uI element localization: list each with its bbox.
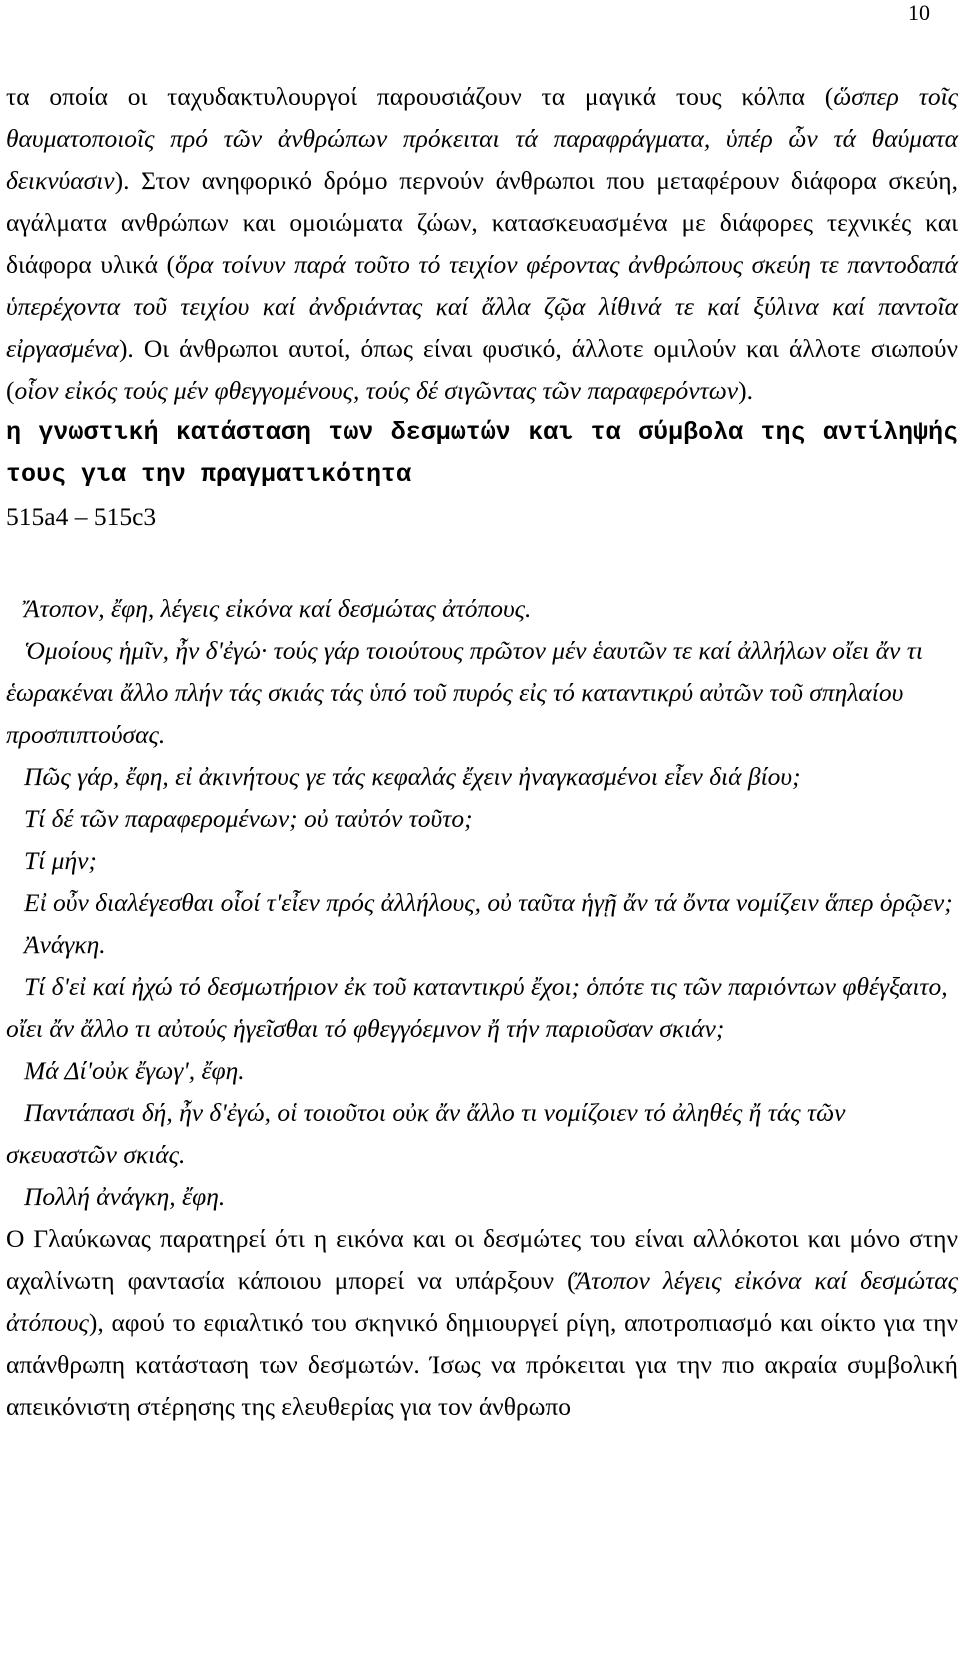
closing-paragraph <box>6 1218 958 1428</box>
dialogue-line: Εἰ οὖν διαλέγεσθαι οἷοί τ'εἶεν πρός ἀλλήλους, οὐ ταῦτα ἡγῇ ἄν τά ὄντα νομίζειν ἅπερ ὁρῷεν; <box>24 888 953 917</box>
section-heading: η γνωστική κατάσταση των δεσμωτών και τα σύμβολα της αντίληψής τους για την πραγματικότητα <box>6 418 958 489</box>
dialogue-line: Ἀνάγκη. <box>24 930 106 959</box>
dialogue-line: Τί δ'εἰ καί ἠχώ τό δεσμωτήριον ἐκ τοῦ καταντικρύ ἔχοι; ὁπότε τις τῶν παριόντων φθέγξαιτο, οἴει ἄν ἄλλο τι αὐτούς ἡγεῖσθαι τό φθεγγόεμνον ἤ τήν παριοῦσαν σκιάν; <box>6 972 948 1043</box>
text-run: τα οποία οι ταχυδακτυλουργοί παρουσιάζουν τα μαγικά τους κόλπα ( <box>6 82 834 111</box>
dialogue-line: Τί δέ τῶν παραφερομένων; οὐ ταὐτόν τοῦτο; <box>24 804 473 833</box>
dialogue-line: Τί μήν; <box>24 846 97 875</box>
dialogue-line: Πολλή ἀνάγκη, ἔφη. <box>24 1182 226 1211</box>
page-content <box>6 76 958 1428</box>
intro-paragraph <box>6 76 958 412</box>
greek-quote: Ἄτοπον λέγεις εἰκόνα καί δεσμώτας ἀτόπους <box>6 1266 958 1337</box>
dialogue-line: Παντάπασι δή, ἦν δ'ἐγώ, οἱ τοιοῦτοι οὐκ ἄν ἄλλο τι νομίζοιεν τό ἀληθές ἤ τάς τῶν σκευαστῶν σκιάς. <box>6 1098 846 1169</box>
text-run: ). Οι άνθρωποι αυτοί, όπως είναι φυσικό, άλλοτε ομιλούν και άλλοτε σιωπούν ( <box>6 334 958 405</box>
text-run: Ο Γλαύκωνας παρατηρεί ότι η εικόνα και οι δεσμώτες του είναι αλλόκοτοι και μόνο στην αχαλίνωτη φαντασία κάποιου μπορεί να υπάρξουν ( <box>6 1224 958 1295</box>
greek-quote: ὥσπερ τοῖς θαυματοποιοῖς πρό τῶν ἀνθρώπων πρόκειται τά παραφράγματα, ὑπέρ ὧν τά θαύματα δεικνύασιν <box>6 82 958 195</box>
text-run: ). Στον ανηφορικό δρόμο περνούν άνθρωποι που μεταφέρουν διάφορα σκεύη, αγάλματα ανθρώπων και ομοιώματα ζώων, κατασκευασμένα με διάφορες τεχνικές και διάφορα υλικά ( <box>6 166 958 279</box>
passage-reference: 515a4 – 515c3 <box>6 502 157 531</box>
text-run: ), αφού το εφιαλτικό του σκηνικό δημιουργεί ρίγη, αποτροπιασμό και οίκτο για την απάνθρωπη κατάσταση των δεσμωτών. Ίσως να πρόκειται για την πιο ακραία συμβολική απεικόνιστη στέρησης της ελευθερίας για τον άνθρωπο <box>6 1308 958 1421</box>
dialogue-line: Ὁμοίους ἡμῖν, ἦν δ'ἐγώ· τούς γάρ τοιούτους πρῶτον μέν ἑαυτῶν τε καί ἀλλήλων οἴει ἄν τι ἑωρακέναι ἄλλο πλήν τάς σκιάς τάς ὑπό τοῦ πυρός εἰς τό καταντικρύ αὐτῶν τοῦ σπηλαίου προσπιπτούσας. <box>6 636 923 749</box>
dialogue-block <box>6 588 958 1218</box>
page-number: 10 <box>908 0 930 25</box>
text-run: ). <box>738 376 753 405</box>
dialogue-line: Μά Δί'οὐκ ἔγωγ', ἔφη. <box>24 1056 245 1085</box>
greek-quote: οἷον εἰκός τούς μέν φθεγγομένους, τούς δέ σιγῶντας τῶν παραφερόντων <box>14 376 739 405</box>
dialogue-line: Ἄτοπον, ἔφη, λέγεις εἰκόνα καί δεσμώτας ἀτόπους. <box>24 594 532 623</box>
greek-quote: ὅρα τοίνυν παρά τοῦτο τό τειχίον φέροντας ἀνθρώπους σκεύη τε παντοδαπά ὑπερέχοντα τοῦ τειχίου καί ἀνδριάντας καί ἄλλα ζῷα λίθινά τε καί ξύλινα καί παντοῖα εἰργασμένα <box>6 250 958 363</box>
dialogue-line: Πῶς γάρ, ἔφη, εἰ ἀκινήτους γε τάς κεφαλάς ἔχειν ἠναγκασμένοι εἶεν διά βίου; <box>24 762 801 791</box>
